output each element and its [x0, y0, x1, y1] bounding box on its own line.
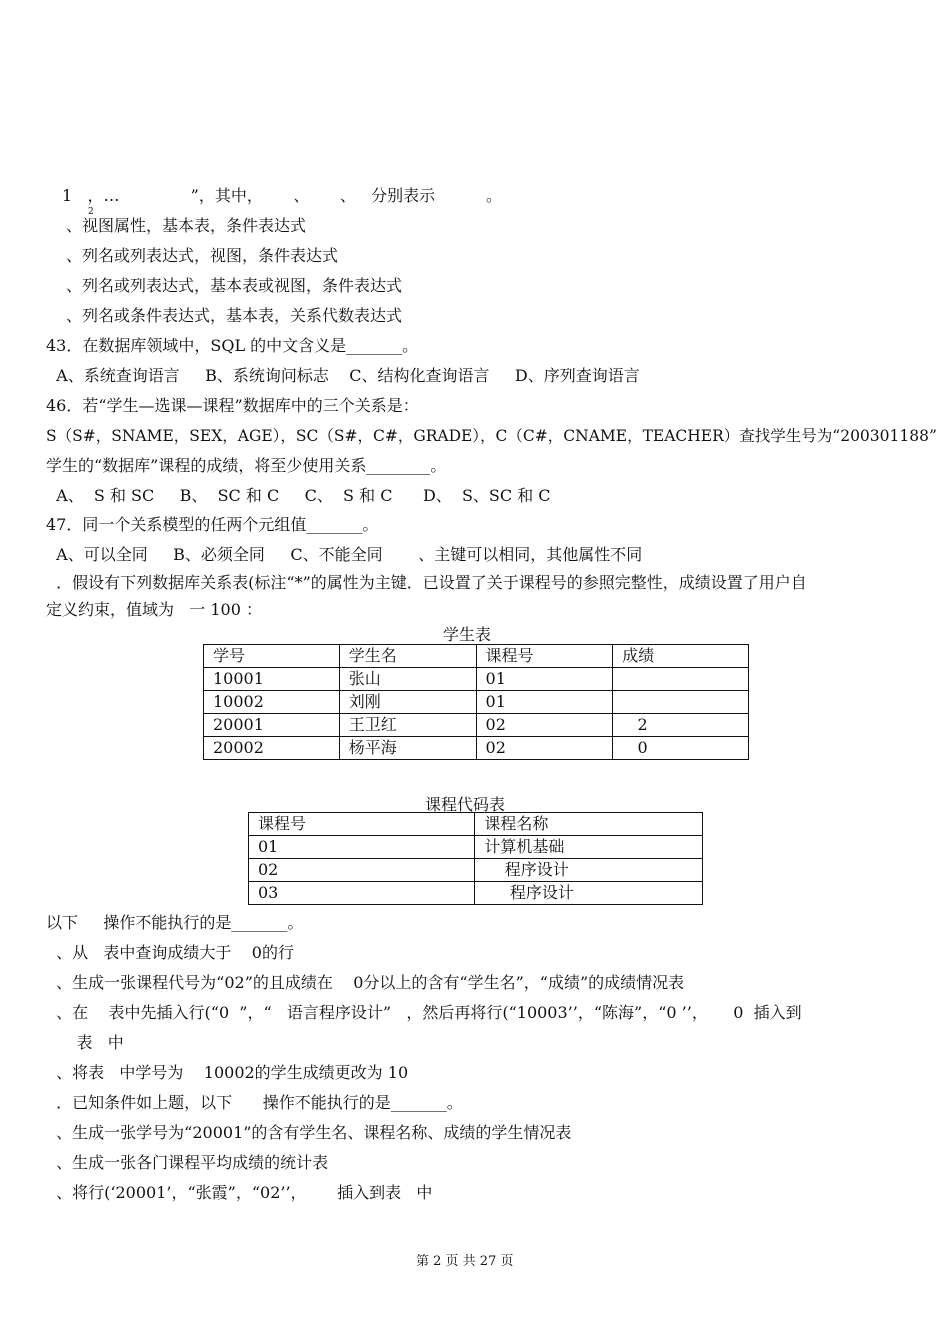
table-cell: 刘刚	[339, 691, 476, 714]
table-row	[204, 737, 749, 760]
student-table-caption: 学生表	[443, 625, 492, 644]
table-question-intro: ．假设有下列数据库关系表(标注“*”的属性为主键．已设置了关于课程号的参照完整性，成绩设置了用户自	[46, 573, 807, 592]
table-cell: 程序设计	[475, 882, 703, 905]
table-option-d: 、将表 中学号为 10002的学生成绩更改为 10	[46, 1063, 409, 1082]
next-option-c: 、将行(‘20001’，“张霞”，“02’’， 插入到表 中	[46, 1183, 433, 1202]
table-option-c: 、在 表中先插入行(“0 ”，“ 语言程序设计” ，然后再将行(“10003’’，“陈海”，“0 ’’， 0 插入到	[46, 1003, 802, 1022]
next-question-stem: ．已知条件如上题，以下 操作不能执行的是_______。	[46, 1093, 463, 1112]
q46-relations: S（S#，SNAME，SEX，AGE），SC（S#，C#，GRADE），C（C#，CNAME，TEACHER）查找学生号为“200301188”	[46, 427, 937, 445]
header-cell: 课程名称	[475, 813, 703, 836]
q46-options: A、 S 和 SC B、 SC 和 C C、 S 和 C D、 S、SC 和 C	[46, 486, 551, 505]
q43-options: A、系统查询语言 B、系统询问标志 C、结构化查询语言 D、序列查询语言	[46, 366, 640, 385]
table-cell: 王卫红	[339, 714, 476, 737]
question-stem-continued: 1 ，… ”，其中， 、 、 分别表示 。	[62, 186, 502, 205]
table-option-c-cont: 表 中	[46, 1033, 124, 1052]
table-cell	[613, 691, 749, 714]
table-header-row	[249, 813, 703, 836]
table-cell: 01	[249, 836, 475, 859]
table-row	[204, 714, 749, 737]
next-option-b: 、生成一张各门课程平均成绩的统计表	[46, 1153, 329, 1172]
header-cell: 学号	[204, 645, 340, 668]
table-question-stem: 以下 操作不能执行的是_______。	[46, 913, 304, 932]
table-row	[249, 859, 703, 882]
table-cell: 10001	[204, 668, 340, 691]
q47-stem: 47．同一个关系模型的任两个元组值_______。	[46, 515, 379, 534]
table-header-row	[204, 645, 749, 668]
table-cell: 20001	[204, 714, 340, 737]
option-c: 、列名或列表达式，基本表或视图，条件表达式	[66, 276, 403, 295]
option-b: 、列名或列表达式，视图，条件表达式	[66, 246, 339, 265]
table-cell: 2	[613, 714, 749, 737]
table-cell: 02	[476, 737, 613, 760]
table-row	[204, 691, 749, 714]
table-option-b: 、生成一张课程代号为“02”的且成绩在 0分以上的含有“学生名”，“成绩”的成绩情况表	[46, 973, 685, 992]
table-row	[204, 668, 749, 691]
table-cell: 02	[476, 714, 613, 737]
header-cell: 成绩	[613, 645, 749, 668]
option-d: 、列名或条件表达式，基本表，关系代数表达式	[66, 306, 403, 325]
table-cell: 0	[613, 737, 749, 760]
course-table	[248, 812, 703, 905]
table-cell: 张山	[339, 668, 476, 691]
subscript-2: 2	[88, 207, 94, 217]
header-cell: 课程号	[249, 813, 475, 836]
table-cell: 计算机基础	[475, 836, 703, 859]
table-cell: 20002	[204, 737, 340, 760]
student-table	[203, 644, 749, 760]
q47-options: A、可以全同 B、必须全同 C、不能全同 、主键可以相同，其他属性不同	[46, 545, 643, 564]
table-cell: 10002	[204, 691, 340, 714]
next-option-a: 、生成一张学号为“20001”的含有学生名、课程名称、成绩的学生情况表	[46, 1123, 572, 1142]
table-cell	[613, 668, 749, 691]
table-cell: 杨平海	[339, 737, 476, 760]
option-a: 、视图属性，基本表，条件表达式	[66, 216, 307, 235]
header-cell: 学生名	[339, 645, 476, 668]
q46-stem: 46．若“学生—选课—课程”数据库中的三个关系是：	[46, 396, 419, 415]
q46-stem-cont: 学生的“数据库”课程的成绩，将至少使用关系________。	[46, 456, 447, 475]
table-question-intro-cont: 定义约束，值域为 一 100 ：	[46, 600, 262, 619]
table-row	[249, 836, 703, 859]
table-option-a: 、从 表中查询成绩大于 0的行	[46, 943, 294, 962]
q43-stem: 43．在数据库领域中，SQL 的中文含义是_______。	[46, 336, 419, 355]
header-cell: 课程号	[476, 645, 613, 668]
table-cell: 02	[249, 859, 475, 882]
page-footer: 第 2 页 共 27 页	[416, 1254, 514, 1269]
table-cell: 01	[476, 668, 613, 691]
table-row	[249, 882, 703, 905]
course-table-caption: 课程代码表	[425, 795, 506, 814]
table-cell: 01	[476, 691, 613, 714]
table-cell: 03	[249, 882, 475, 905]
table-cell: 程序设计	[475, 859, 703, 882]
